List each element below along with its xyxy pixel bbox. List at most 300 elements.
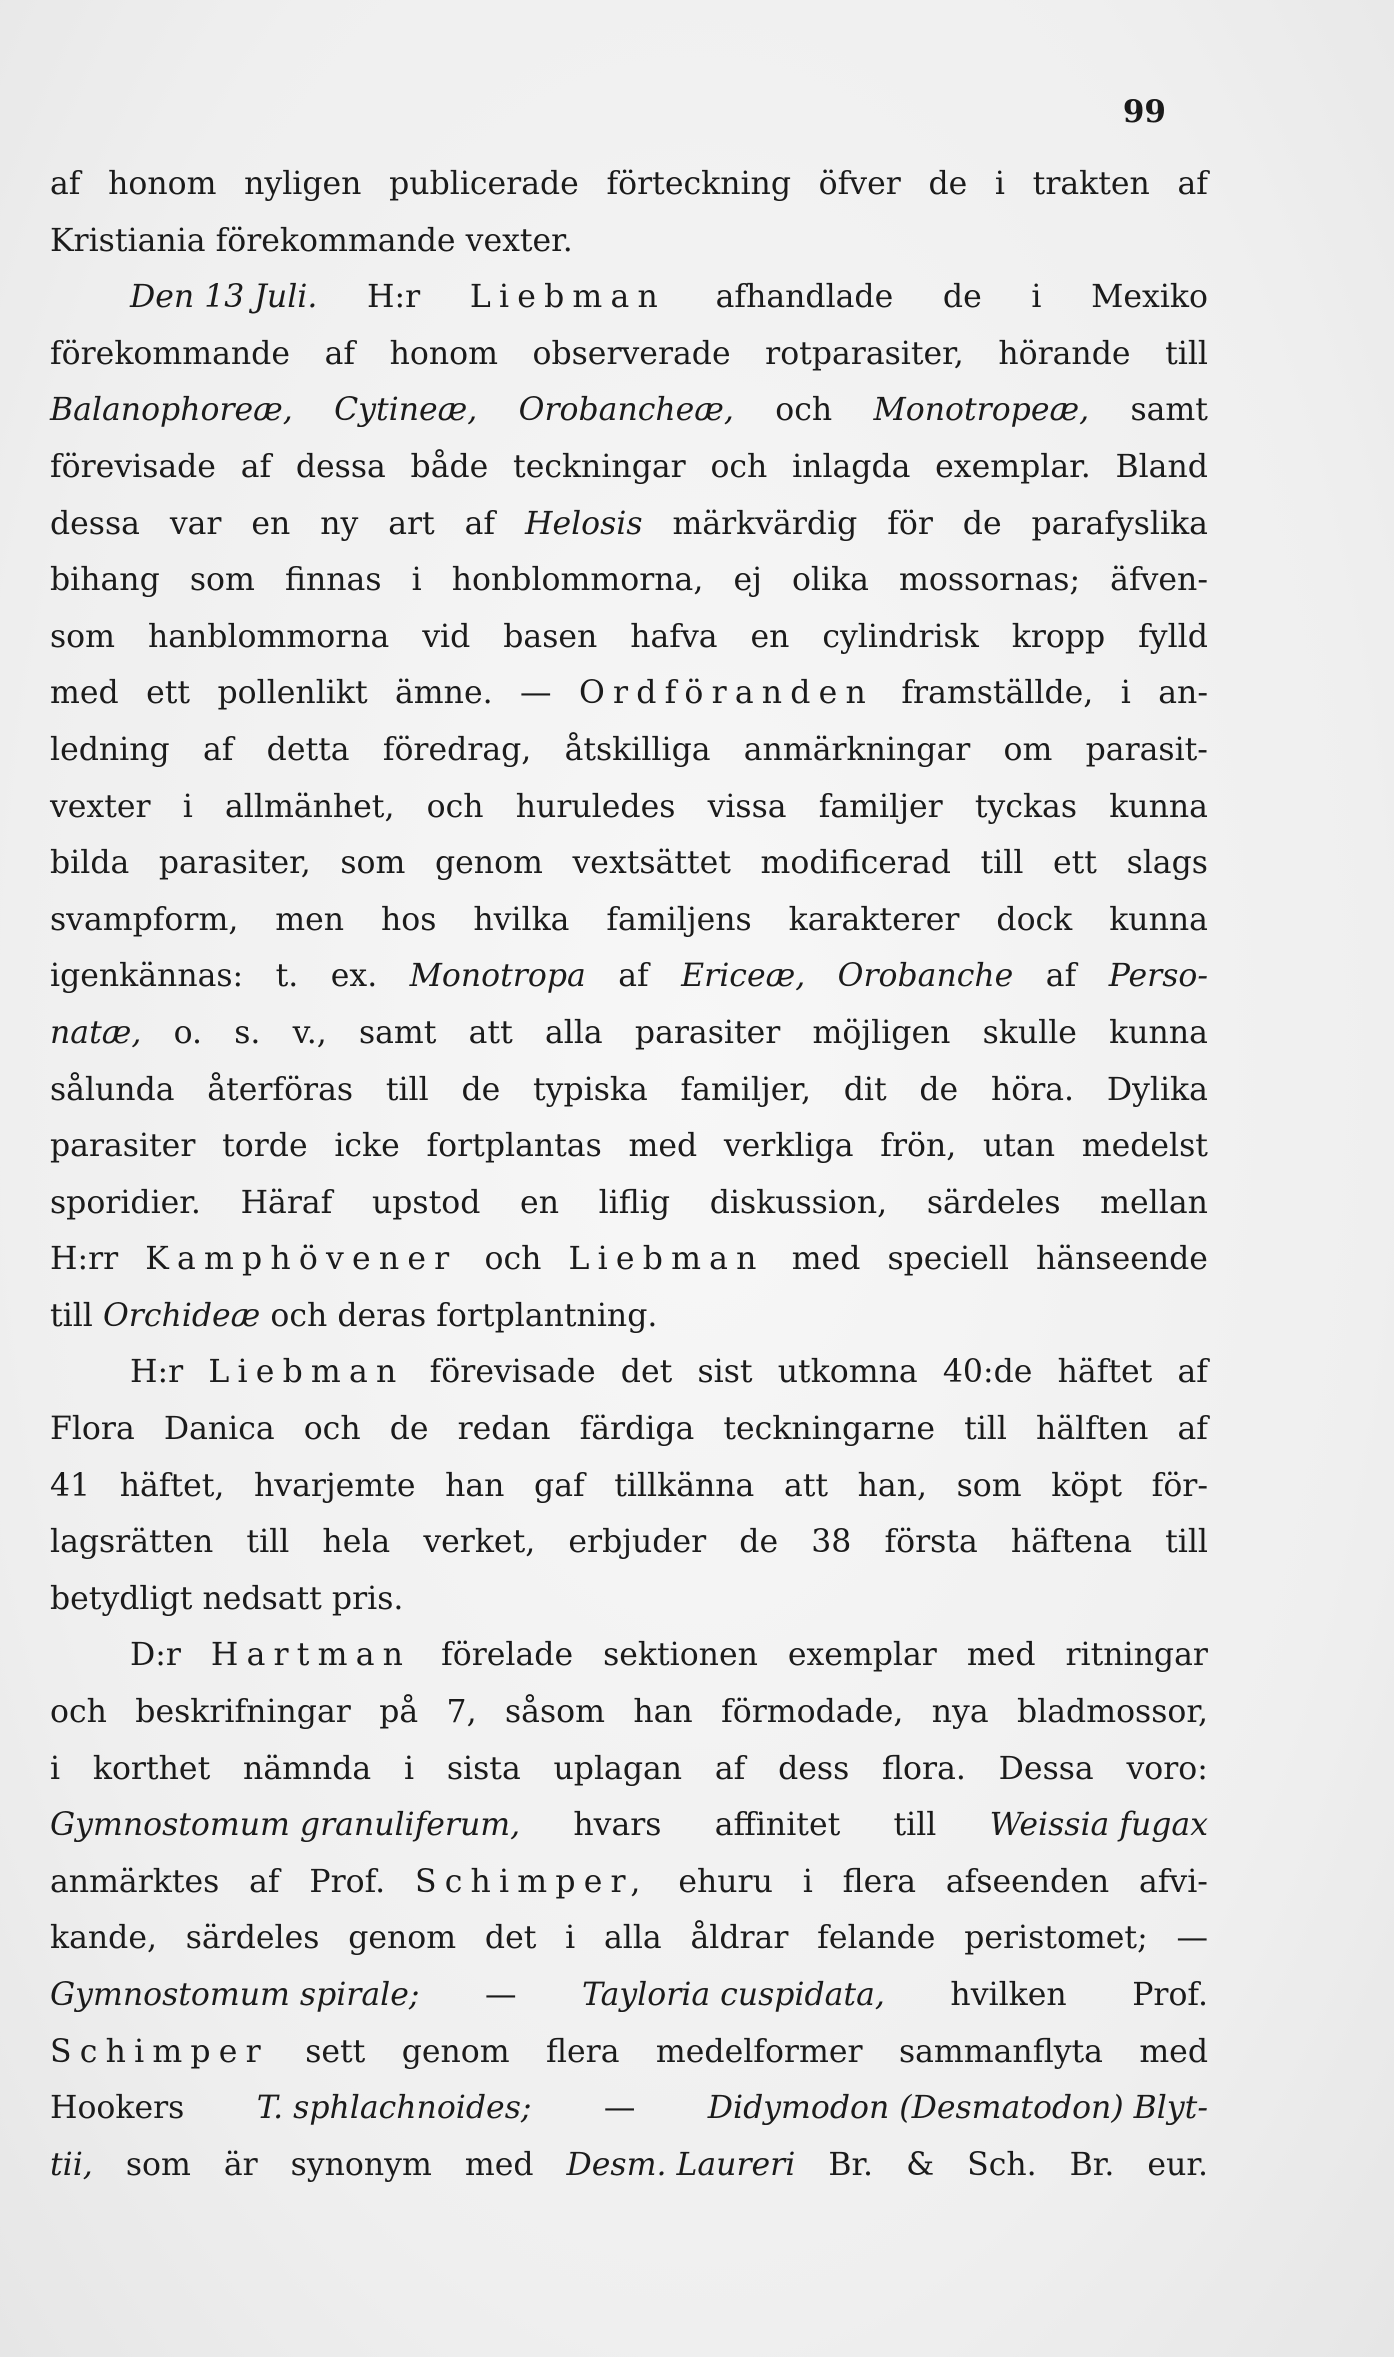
- word: till: [980, 845, 1024, 882]
- word: bilda: [50, 845, 130, 882]
- word: en: [520, 1184, 559, 1221]
- word: parafyslika: [1031, 505, 1208, 542]
- word: Tayloria cuspidata,: [582, 1977, 885, 2013]
- word: och: [484, 1241, 542, 1278]
- word: Monotropeæ,: [873, 392, 1090, 429]
- word: och: [710, 448, 768, 485]
- word: genom: [401, 2033, 510, 2070]
- word: kropp: [1011, 618, 1106, 655]
- word: Perso-: [1108, 958, 1208, 995]
- word: i: [182, 788, 193, 825]
- word: förekommande: [215, 222, 456, 259]
- word: som: [340, 845, 406, 882]
- word: häftet,: [119, 1467, 225, 1504]
- word: Liebman: [469, 279, 666, 316]
- word: teckningarne: [723, 1411, 935, 1448]
- word: Orobancheæ,: [518, 392, 734, 429]
- word: dit: [843, 1071, 887, 1108]
- word: karakterer: [788, 901, 960, 938]
- word: voro:: [1126, 1750, 1208, 1787]
- word: 41: [50, 1467, 91, 1504]
- word: medelst: [1081, 1128, 1208, 1165]
- word: dessa: [295, 448, 386, 485]
- word: såsom: [505, 1694, 605, 1731]
- word: af: [714, 1750, 746, 1787]
- word: samt: [1130, 392, 1208, 429]
- word: Gymnostomum granuliferum,: [50, 1807, 521, 1844]
- word: tyckas: [974, 788, 1077, 825]
- word: Ordföranden: [578, 675, 874, 712]
- word: till: [964, 1411, 1007, 1448]
- text-line: [50, 1571, 1208, 1628]
- word: förelade: [441, 1637, 574, 1674]
- word: verkliga: [723, 1128, 854, 1165]
- word: förekommande: [50, 335, 290, 372]
- word: korthet: [92, 1750, 211, 1787]
- word: modificerad: [760, 845, 951, 882]
- word: anmärkningar: [743, 731, 971, 768]
- word: olika: [791, 562, 869, 599]
- word: kunna: [1109, 901, 1208, 938]
- word: an-: [1158, 675, 1208, 712]
- word: de: [942, 279, 982, 316]
- word: samt: [358, 1014, 437, 1051]
- word: hanblommorna: [147, 618, 390, 655]
- word: af: [1177, 166, 1208, 202]
- word: de: [928, 166, 968, 202]
- word: Prof.: [309, 1863, 386, 1900]
- text-line: [50, 948, 1208, 1005]
- word: liflig: [598, 1184, 671, 1221]
- word: basen: [503, 618, 598, 655]
- word: dessa: [50, 505, 140, 542]
- text-line: [50, 892, 1208, 949]
- text-line: [50, 1118, 1208, 1175]
- word: som: [189, 562, 255, 599]
- word: synonym: [290, 2146, 432, 2183]
- word: färdiga: [579, 1411, 695, 1448]
- word: Prof.: [1132, 1977, 1208, 2013]
- word: vextsättet: [572, 845, 731, 882]
- word: med: [50, 675, 119, 712]
- text-line: [50, 213, 1208, 270]
- word: ett: [1053, 845, 1097, 882]
- word: inlagda: [792, 448, 911, 485]
- text-line: [50, 1854, 1208, 1911]
- word: finnas: [284, 562, 382, 599]
- word: tillkänna: [614, 1467, 755, 1504]
- word: hörande: [998, 335, 1131, 372]
- word: slags: [1126, 845, 1208, 882]
- text-line: [50, 1967, 1208, 2024]
- word: speciell: [887, 1241, 1009, 1278]
- word: vexter.: [465, 222, 573, 259]
- word: till: [246, 1524, 290, 1561]
- text-line: [50, 552, 1208, 609]
- word: flera: [546, 2033, 620, 2070]
- word: hvilken: [950, 1977, 1067, 2013]
- word: utkomna: [777, 1354, 918, 1391]
- word: både: [410, 448, 489, 485]
- word: till: [385, 1071, 429, 1108]
- word: betydligt: [50, 1580, 193, 1617]
- word: genom: [434, 845, 543, 882]
- word: hela: [322, 1524, 391, 1561]
- word: han: [633, 1694, 693, 1731]
- word: om: [1003, 731, 1053, 768]
- word: torde: [222, 1128, 308, 1165]
- word: till: [50, 1297, 93, 1334]
- text-line: [50, 1514, 1208, 1571]
- word: nya: [931, 1694, 989, 1731]
- word: allmänhet,: [225, 788, 395, 825]
- word: höra.: [990, 1071, 1075, 1108]
- word: observerade: [532, 335, 731, 372]
- word: diskussion,: [709, 1184, 888, 1221]
- word: till: [893, 1807, 937, 1844]
- word: verket,: [423, 1524, 536, 1561]
- word: Mexiko: [1091, 279, 1208, 316]
- word: sammanflyta: [898, 2033, 1103, 2070]
- word: var: [169, 505, 222, 542]
- word: bihang: [50, 562, 160, 599]
- word: tii,: [50, 2146, 93, 2183]
- word: honom: [389, 335, 498, 372]
- word: med: [628, 1128, 698, 1165]
- word: fortplantning.: [436, 1297, 658, 1334]
- word: huruledes: [515, 788, 676, 825]
- word: Ericeæ,: [681, 958, 806, 995]
- word: Liebman: [208, 1354, 405, 1391]
- word: —: [485, 1977, 517, 2013]
- word: exemplar.: [935, 448, 1091, 485]
- text-line: [50, 779, 1208, 836]
- word: de: [919, 1071, 959, 1108]
- word: af: [50, 166, 81, 202]
- word: han: [445, 1467, 505, 1504]
- word: uplagan: [553, 1750, 683, 1787]
- word: Den 13 Juli.: [130, 279, 318, 316]
- word: sektionen: [603, 1637, 758, 1674]
- word: som: [50, 618, 115, 655]
- word: det: [484, 1920, 537, 1957]
- word: —: [520, 675, 552, 712]
- word: sett: [305, 2033, 366, 2070]
- word: och: [270, 1297, 328, 1334]
- word: med: [791, 1241, 861, 1278]
- word: Br.: [1069, 2146, 1115, 2183]
- word: äfven-: [1110, 562, 1208, 599]
- word: som: [125, 2146, 191, 2183]
- text-line: [50, 1401, 1208, 1458]
- word: nedsatt: [202, 1580, 322, 1617]
- text-line: [50, 1627, 1208, 1684]
- word: de: [739, 1524, 779, 1561]
- word: t.: [275, 958, 299, 995]
- word: med: [1139, 2033, 1208, 2070]
- word: ritningar: [1065, 1637, 1208, 1674]
- word: exemplar: [787, 1637, 937, 1674]
- word: gaf: [534, 1467, 585, 1504]
- word: alla: [544, 1014, 603, 1051]
- word: kunna: [1109, 1014, 1208, 1051]
- word: sist: [697, 1354, 753, 1391]
- word: deras: [337, 1297, 427, 1334]
- word: köpt: [1051, 1467, 1123, 1504]
- word: åtskilliga: [564, 731, 711, 768]
- word: af: [618, 958, 649, 995]
- word: lagsrätten: [50, 1524, 214, 1561]
- word: dess: [778, 1750, 850, 1787]
- word: vexter: [50, 788, 151, 825]
- word: ex.: [330, 958, 378, 995]
- text-line: [50, 1684, 1208, 1741]
- word: Hookers: [50, 2090, 185, 2127]
- word: afvi-: [1138, 1863, 1208, 1900]
- word: hvars: [573, 1807, 662, 1844]
- word: fylld: [1138, 618, 1208, 655]
- text-line: [50, 722, 1208, 779]
- word: en: [750, 618, 790, 655]
- word: 40:de: [942, 1354, 1033, 1391]
- text-line: [50, 1175, 1208, 1232]
- word: förteckning: [606, 166, 792, 202]
- text-line: [50, 1458, 1208, 1515]
- word: af: [240, 448, 272, 485]
- word: nyligen: [244, 166, 362, 202]
- word: H:r: [367, 279, 421, 316]
- word: Kristiania: [50, 222, 206, 259]
- text-line: [50, 1288, 1208, 1345]
- word: cylindrisk: [822, 618, 979, 655]
- word: Gymnostomum spirale;: [50, 1977, 420, 2013]
- word: pollenlikt: [217, 675, 368, 712]
- word: H:rr: [50, 1241, 119, 1278]
- word: ny: [320, 505, 359, 542]
- word: —: [603, 2090, 636, 2127]
- word: sporidier.: [50, 1184, 201, 1221]
- word: med: [966, 1637, 1036, 1674]
- word: &: [906, 2146, 935, 2183]
- word: parasiter,: [158, 845, 311, 882]
- word: teckningar: [513, 448, 686, 485]
- word: anmärktes: [50, 1863, 220, 1900]
- word: —: [1176, 1920, 1208, 1957]
- word: art: [388, 505, 435, 542]
- word: Orchideæ: [102, 1297, 261, 1334]
- word: men: [275, 901, 345, 938]
- word: och: [303, 1411, 361, 1448]
- word: af: [1045, 958, 1077, 995]
- word: flora.: [882, 1750, 966, 1787]
- text-line: [50, 496, 1208, 553]
- word: dock: [996, 901, 1073, 938]
- word: parasiter: [634, 1014, 781, 1051]
- word: s.: [234, 1014, 261, 1051]
- word: i: [1120, 675, 1131, 712]
- word: förmodade,: [721, 1694, 904, 1731]
- word: framställde,: [901, 675, 1094, 712]
- word: natæ,: [50, 1014, 142, 1051]
- word: af: [1177, 1354, 1208, 1391]
- word: afseenden: [945, 1863, 1110, 1900]
- word: honblommorna,: [451, 562, 704, 599]
- word: redan: [457, 1411, 551, 1448]
- word: Desm. Laureri: [566, 2146, 796, 2183]
- word: ehuru: [678, 1863, 773, 1900]
- word: förevisade: [429, 1354, 596, 1391]
- word: de: [962, 505, 1002, 542]
- word: kande,: [50, 1920, 157, 1957]
- text-line: [50, 1231, 1208, 1288]
- word: ett: [146, 675, 191, 712]
- text-line: [50, 665, 1208, 722]
- word: medelformer: [655, 2033, 863, 2070]
- word: skulle: [982, 1014, 1077, 1051]
- word: Balanophoreæ,: [50, 392, 293, 429]
- word: till: [1165, 1524, 1208, 1561]
- word: första: [884, 1524, 978, 1561]
- word: honom: [108, 166, 217, 202]
- word: föredrag,: [382, 731, 532, 768]
- text-line: [50, 1005, 1208, 1062]
- text-line: [50, 835, 1208, 892]
- text-line: [50, 156, 1208, 213]
- word: och: [50, 1694, 107, 1731]
- word: Danica: [163, 1411, 275, 1448]
- word: återföras: [207, 1071, 354, 1108]
- word: att: [468, 1014, 513, 1051]
- word: det: [620, 1354, 673, 1391]
- word: T. sphlachnoides;: [256, 2090, 532, 2127]
- word: flera: [842, 1863, 917, 1900]
- word: Helosis: [524, 505, 643, 542]
- text-line: [50, 2137, 1208, 2194]
- word: Hartman: [210, 1637, 412, 1674]
- text-line: [50, 2080, 1208, 2137]
- word: i: [50, 1750, 61, 1787]
- word: möjligen: [812, 1014, 951, 1051]
- word: familjens: [606, 901, 752, 938]
- text-line: [50, 382, 1208, 439]
- word: rotparasiter,: [765, 335, 964, 372]
- word: eur.: [1147, 2146, 1208, 2183]
- word: till: [1165, 335, 1208, 372]
- text-line: [50, 609, 1208, 666]
- word: af: [202, 731, 234, 768]
- word: Sch.: [967, 2146, 1037, 2183]
- word: Weissia fugax: [989, 1807, 1208, 1844]
- word: bladmossor,: [1017, 1694, 1208, 1731]
- word: förevisade: [50, 448, 216, 485]
- word: beskrifningar: [135, 1694, 351, 1731]
- word: de: [389, 1411, 429, 1448]
- word: o.: [173, 1014, 203, 1051]
- word: trakten: [1032, 166, 1150, 202]
- word: hafva: [630, 618, 718, 655]
- word: peristomet;: [964, 1920, 1148, 1957]
- word: med: [464, 2146, 534, 2183]
- word: familjer: [818, 788, 943, 825]
- text-line: [50, 1062, 1208, 1119]
- word: för: [887, 505, 933, 542]
- word: i: [565, 1920, 576, 1957]
- word: för-: [1151, 1467, 1208, 1504]
- page-number: 99: [1122, 94, 1166, 130]
- word: vissa: [707, 788, 787, 825]
- word: genom: [348, 1920, 457, 1957]
- text-line: [50, 326, 1208, 383]
- word: familjer,: [680, 1071, 811, 1108]
- word: de: [461, 1071, 501, 1108]
- word: hänseende: [1036, 1241, 1208, 1278]
- word: Dessa: [998, 1750, 1094, 1787]
- word: alla: [604, 1920, 662, 1957]
- word: parasit-: [1085, 731, 1208, 768]
- word: särdeles: [926, 1184, 1061, 1221]
- word: Kamphövener: [145, 1241, 458, 1278]
- word: Flora: [50, 1411, 135, 1448]
- word: som: [956, 1467, 1022, 1504]
- word: af: [1177, 1411, 1208, 1448]
- word: utan: [982, 1128, 1055, 1165]
- word: pris.: [331, 1580, 404, 1617]
- word: Cytineæ,: [334, 392, 478, 429]
- word: nämnda: [243, 1750, 372, 1787]
- word: att: [783, 1467, 829, 1504]
- word: Bland: [1115, 448, 1208, 485]
- word: märkvärdig: [672, 505, 858, 542]
- word: häftet: [1057, 1354, 1153, 1391]
- word: sista: [446, 1750, 521, 1787]
- word: öfver: [818, 166, 901, 202]
- word: frön,: [880, 1128, 957, 1165]
- word: häftena: [1010, 1524, 1132, 1561]
- word: affinitet: [714, 1807, 841, 1844]
- word: mellan: [1100, 1184, 1208, 1221]
- word: Br.: [828, 2146, 874, 2183]
- word: han,: [857, 1467, 928, 1504]
- word: erbjuder: [568, 1524, 707, 1561]
- word: Schimper: [50, 2033, 269, 2070]
- word: sålunda: [50, 1071, 175, 1108]
- word: Orobanche: [837, 958, 1014, 995]
- word: H:r: [130, 1354, 184, 1391]
- word: af: [249, 1863, 280, 1900]
- text-line: [50, 439, 1208, 496]
- word: i: [404, 1750, 415, 1787]
- word: hvilka: [473, 901, 570, 938]
- word: ej: [733, 562, 762, 599]
- word: i: [411, 562, 422, 599]
- word: en: [251, 505, 291, 542]
- word: Didymodon (Desmatodon) Blyt-: [707, 2090, 1208, 2127]
- word: igenkännas:: [50, 958, 244, 995]
- word: Monotropa: [409, 958, 586, 995]
- word: på: [379, 1694, 419, 1731]
- text-line: [50, 1797, 1208, 1854]
- word: Schimper,: [414, 1863, 649, 1900]
- word: och: [775, 392, 833, 429]
- word: 38: [811, 1524, 852, 1561]
- word: icke: [334, 1128, 400, 1165]
- word: Häraf: [240, 1184, 333, 1221]
- word: af: [324, 335, 356, 372]
- word: af: [464, 505, 496, 542]
- text-line: [50, 269, 1208, 326]
- word: hos: [381, 901, 437, 938]
- text-line: [50, 1741, 1208, 1798]
